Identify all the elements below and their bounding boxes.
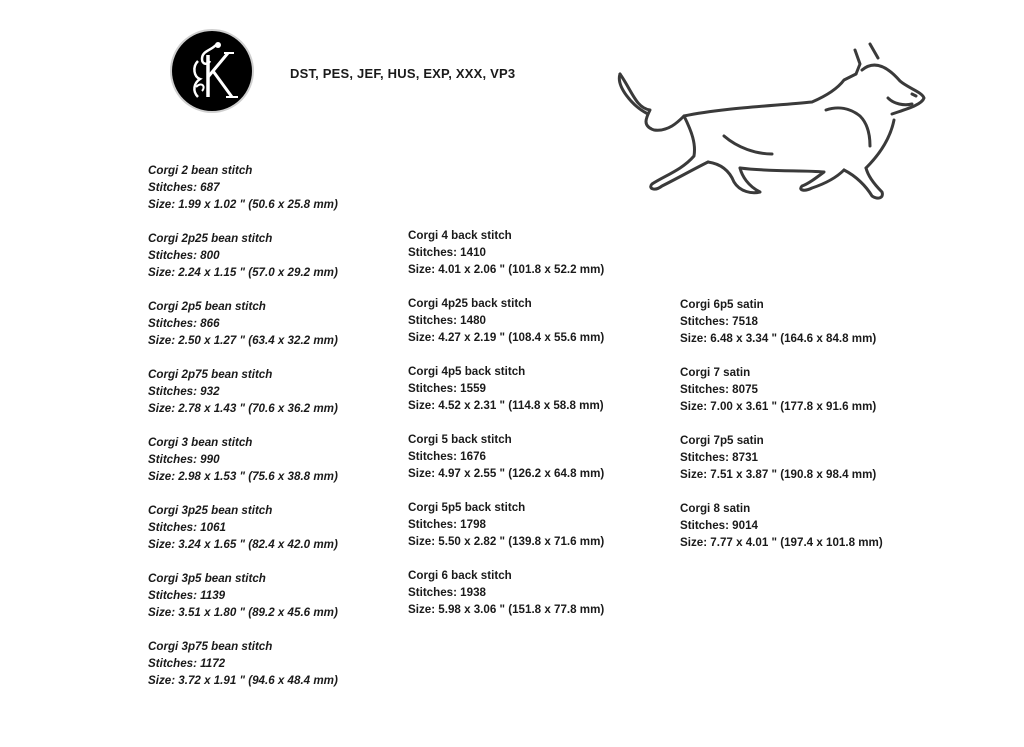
stitch-count: Stitches: 1480: [408, 314, 486, 327]
design-name: Corgi 7p5 satin: [680, 434, 764, 447]
stitch-count: Stitches: 990: [148, 453, 220, 466]
design-size: Size: 1.99 x 1.02 " (50.6 x 25.8 mm): [148, 198, 338, 211]
stitch-count: Stitches: 8731: [680, 451, 758, 464]
list-item: [408, 431, 604, 499]
stitch-count: Stitches: 1559: [408, 382, 486, 395]
design-size: Size: 2.98 x 1.53 " (75.6 x 38.8 mm): [148, 470, 338, 483]
design-name: Corgi 2 bean stitch: [148, 164, 253, 177]
file-formats: DST, PES, JEF, HUS, EXP, XXX, VP3: [290, 66, 516, 81]
design-size: Size: 4.97 x 2.55 " (126.2 x 64.8 mm): [408, 467, 605, 480]
design-size: Size: 2.50 x 1.27 " (63.4 x 32.2 mm): [148, 334, 338, 347]
design-name: Corgi 6 back stitch: [408, 569, 512, 582]
design-size: Size: 3.24 x 1.65 " (82.4 x 42.0 mm): [148, 538, 338, 551]
list-item: [680, 364, 883, 432]
list-item: [408, 499, 604, 567]
list-item: [408, 295, 604, 363]
list-item: [148, 434, 338, 502]
column-bean-stitch: [148, 162, 338, 706]
stitch-count: Stitches: 932: [148, 385, 220, 398]
design-size: Size: 6.48 x 3.34 " (164.6 x 84.8 mm): [680, 332, 877, 345]
design-name: Corgi 5 back stitch: [408, 433, 512, 446]
stitch-count: Stitches: 8075: [680, 383, 758, 396]
design-size: Size: 5.50 x 2.82 " (139.8 x 71.6 mm): [408, 535, 605, 548]
list-item: [148, 298, 338, 366]
list-item: [680, 500, 883, 568]
list-item: [148, 162, 338, 230]
design-name: Corgi 3p75 bean stitch: [148, 640, 273, 653]
list-item: [408, 567, 604, 635]
stitch-count: Stitches: 1410: [408, 246, 486, 259]
design-size: Size: 4.27 x 2.19 " (108.4 x 55.6 mm): [408, 331, 605, 344]
design-name: Corgi 4p5 back stitch: [408, 365, 526, 378]
column-back-stitch: [408, 227, 604, 635]
stitch-count: Stitches: 7518: [680, 315, 758, 328]
design-size: Size: 7.00 x 3.61 " (177.8 x 91.6 mm): [680, 400, 877, 413]
k-monogram-icon: [172, 31, 252, 111]
list-item: [148, 502, 338, 570]
design-name: Corgi 2p75 bean stitch: [148, 368, 273, 381]
stitch-count: Stitches: 1061: [148, 521, 226, 534]
stitch-count: Stitches: 1172: [148, 657, 226, 670]
design-name: Corgi 3p5 bean stitch: [148, 572, 266, 585]
stitch-count: Stitches: 1798: [408, 518, 486, 531]
stitch-count: Stitches: 9014: [680, 519, 758, 532]
list-item: [408, 363, 604, 431]
design-size: Size: 2.78 x 1.43 " (70.6 x 36.2 mm): [148, 402, 338, 415]
design-name: Corgi 7 satin: [680, 366, 751, 379]
list-item: [680, 432, 883, 500]
design-name: Corgi 6p5 satin: [680, 298, 764, 311]
design-size: Size: 2.24 x 1.15 " (57.0 x 29.2 mm): [148, 266, 338, 279]
list-item: [148, 638, 338, 706]
corgi-outline-icon: [612, 36, 932, 206]
brand-logo: [172, 31, 252, 111]
design-size: Size: 5.98 x 3.06 " (151.8 x 77.8 mm): [408, 603, 605, 616]
design-name: Corgi 2p25 bean stitch: [148, 232, 273, 245]
design-name: Corgi 3p25 bean stitch: [148, 504, 273, 517]
list-item: [148, 366, 338, 434]
stitch-count: Stitches: 866: [148, 317, 220, 330]
design-size: Size: 4.01 x 2.06 " (101.8 x 52.2 mm): [408, 263, 605, 276]
design-name: Corgi 8 satin: [680, 502, 751, 515]
stitch-count: Stitches: 1938: [408, 586, 486, 599]
stitch-count: Stitches: 1139: [148, 589, 226, 602]
design-size: Size: 7.77 x 4.01 " (197.4 x 101.8 mm): [680, 536, 883, 549]
design-name: Corgi 5p5 back stitch: [408, 501, 526, 514]
list-item: [148, 570, 338, 638]
design-size: Size: 3.72 x 1.91 " (94.6 x 48.4 mm): [148, 674, 338, 687]
design-name: Corgi 4p25 back stitch: [408, 297, 532, 310]
list-item: [408, 227, 604, 295]
design-name: Corgi 4 back stitch: [408, 229, 512, 242]
stitch-count: Stitches: 800: [148, 249, 220, 262]
column-satin: [680, 296, 883, 568]
design-size: Size: 4.52 x 2.31 " (114.8 x 58.8 mm): [408, 399, 604, 412]
list-item: [148, 230, 338, 298]
list-item: [680, 296, 883, 364]
design-name: Corgi 3 bean stitch: [148, 436, 253, 449]
stitch-count: Stitches: 687: [148, 181, 220, 194]
stitch-count: Stitches: 1676: [408, 450, 486, 463]
design-size: Size: 7.51 x 3.87 " (190.8 x 98.4 mm): [680, 468, 877, 481]
design-size: Size: 3.51 x 1.80 " (89.2 x 45.6 mm): [148, 606, 338, 619]
design-name: Corgi 2p5 bean stitch: [148, 300, 266, 313]
